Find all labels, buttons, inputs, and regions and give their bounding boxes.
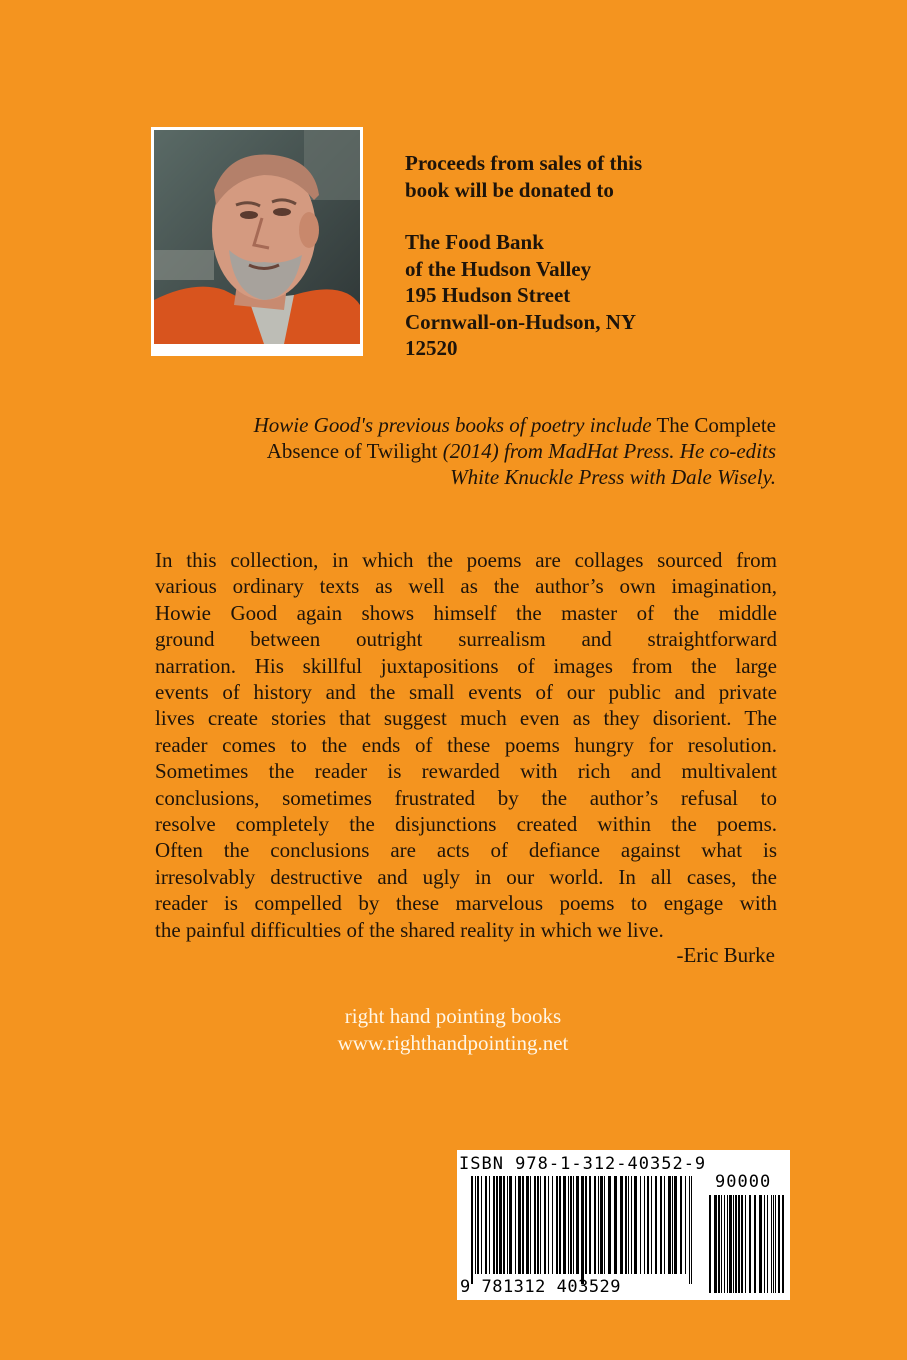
barcode-bar [608,1176,611,1274]
barcode-addon-bar [727,1195,728,1293]
barcode-bar [509,1176,512,1274]
barcode-bar [518,1176,521,1274]
barcode-bar [664,1176,665,1274]
bio-text: (2014) from MadHat Press. He co-edits [437,439,776,463]
barcode-bar [685,1176,686,1274]
blurb-line: events of history and the small events of our public and private [155,680,777,705]
barcode-bar [647,1176,649,1274]
barcode-bar [573,1176,574,1274]
publisher-info [253,1003,653,1057]
barcode-bar [471,1176,473,1284]
barcode-addon-bar [738,1195,740,1293]
book-title: Absence of Twilight [266,439,438,463]
donation-address: Cornwall-on-Hudson, NY [405,309,637,334]
barcode-bar [691,1176,692,1284]
barcode-addon-bar [782,1195,784,1293]
barcode-bar [552,1176,553,1274]
barcode-bar [556,1176,558,1274]
blurb-line: lives create stories that suggest much even as they disorient. The [155,706,777,731]
barcode-addon-bar [773,1195,774,1293]
donation-notice [405,150,785,362]
isbn-label: ISBN 978-1-312-40352-9 [459,1154,707,1174]
publisher-url[interactable]: www.righthandpointing.net [337,1031,569,1055]
blurb-attribution: -Eric Burke [676,943,775,967]
barcode-bar [570,1176,572,1274]
barcode-addon-bar [741,1195,743,1293]
barcode-addon-bar [724,1195,725,1293]
barcode-addon-bar [778,1195,780,1293]
barcode-addon-bar [745,1195,746,1293]
barcode-addon-bar [764,1195,765,1293]
donation-spacer [405,203,785,229]
barcode-bar [689,1176,690,1284]
barcode-bar [493,1176,495,1274]
blurb [155,547,777,943]
blurb-line: reader comes to the ends of these poems hungry for resolution. [155,732,777,757]
blurb-line: conclusions, sometimes frustrated by the author’s refusal to [155,785,777,810]
blurb-line: various ordinary texts as well as the author’s own imagination, [155,574,777,599]
barcode-addon-bar [759,1195,762,1293]
barcode-bar [585,1176,587,1274]
ean-digits: 9 781312 403529 [460,1277,622,1297]
bio-line [150,438,776,464]
barcode-addon-bar [718,1195,720,1293]
barcode-bar [674,1176,677,1274]
barcode-addon-bar [735,1195,737,1293]
blurb-line: Howie Good again shows himself the master of the middle [155,600,777,625]
blurb-line: narration. His skillful juxtapositions of images from the large [155,653,777,678]
barcode-bar [598,1176,599,1274]
barcode-bar [594,1176,596,1274]
barcode-bar [485,1176,487,1274]
barcode-addon-bar [767,1195,768,1293]
blurb-line: irresolvably destructive and ugly in our world. In all cases, the [155,864,777,889]
barcode-bar [548,1176,549,1274]
barcode-bar [668,1176,671,1274]
price-code: 90000 [715,1172,772,1192]
blurb-line: the painful difficulties of the shared reality in which we live. [155,917,664,942]
barcode-addon-bar [775,1195,776,1293]
bio-line [150,412,776,438]
donation-address: 195 Hudson Street [405,283,571,307]
barcode-bar [540,1176,541,1274]
barcode-bar [563,1176,566,1274]
barcode-bar [589,1176,591,1274]
publisher-name: right hand pointing books [344,1004,562,1028]
barcode-bar [655,1176,657,1274]
barcode-bar [640,1176,641,1274]
barcode-bar [477,1176,479,1274]
barcode-addon-bar [714,1195,717,1293]
barcode-bar [651,1176,652,1274]
donation-line: book will be donated to [405,177,614,202]
barcode-bar [631,1176,632,1274]
blurb-line: resolve completely the disjunctions created within the poems. [155,812,777,837]
barcode-panel [457,1150,790,1300]
barcode-bar [628,1176,629,1274]
blurb-line: Sometimes the reader is rewarded with rich and multivalent [155,759,777,784]
blurb-line: In this collection, in which the poems are collages sourced from [155,548,777,572]
barcode-bar [507,1176,508,1274]
barcode-bar [534,1176,536,1274]
barcode-bar [559,1176,561,1274]
barcode-bar [475,1176,476,1274]
barcode-bar [537,1176,539,1274]
author-photo-frame [151,127,363,356]
barcode-bar [644,1176,645,1274]
bio-text: Howie Good's previous books of poetry include [253,413,652,437]
blurb-line: reader is compelled by these marvelous poems to engage with [155,891,777,916]
bio-line [150,464,776,490]
barcode-bar [620,1176,623,1274]
barcode-bar [604,1176,605,1274]
barcode-bar [634,1176,637,1274]
barcode-bar [614,1176,617,1274]
donation-org-name: of the Hudson Valley [405,256,592,281]
barcode-bar [496,1176,498,1274]
blurb-line: Often the conclusions are acts of defiance against what is [155,838,777,863]
donation-zip: 12520 [405,336,458,360]
barcode-addon-bar [771,1195,772,1293]
barcode-bar [576,1176,579,1274]
barcode-bar [522,1176,524,1274]
barcode-addon-bar [749,1195,751,1293]
bio-text: White Knuckle Press with Dale Wisely. [450,465,776,489]
barcode-bar [481,1176,482,1274]
barcode-bar [581,1176,584,1284]
barcode-addon-bar [754,1195,756,1293]
barcode-addon-bar [721,1195,722,1293]
barcode-bar [515,1176,516,1274]
barcode-bar [530,1176,531,1274]
author-photo [154,130,360,344]
donation-line: Proceeds from sales of this [405,151,643,175]
barcode-bar [568,1176,569,1274]
blurb-line: ground between outright surrealism and straightforward [155,627,777,652]
barcode-bar [660,1176,662,1274]
barcode-bar [489,1176,490,1274]
barcode-addon-bar [709,1195,711,1293]
barcode-bar [600,1176,603,1274]
barcode-addon-bar [733,1195,734,1293]
barcode-bar [625,1176,627,1274]
barcode-bar [672,1176,673,1274]
barcode-addon-bar [729,1195,732,1293]
barcode-bar [526,1176,529,1274]
book-title: The Complete [651,413,776,437]
barcode-bar [680,1176,682,1274]
author-bio [150,412,776,490]
donation-org-name: The Food Bank [405,230,544,254]
barcode-bar [503,1176,505,1274]
barcode-bar [499,1176,502,1274]
barcode-bar [544,1176,546,1274]
